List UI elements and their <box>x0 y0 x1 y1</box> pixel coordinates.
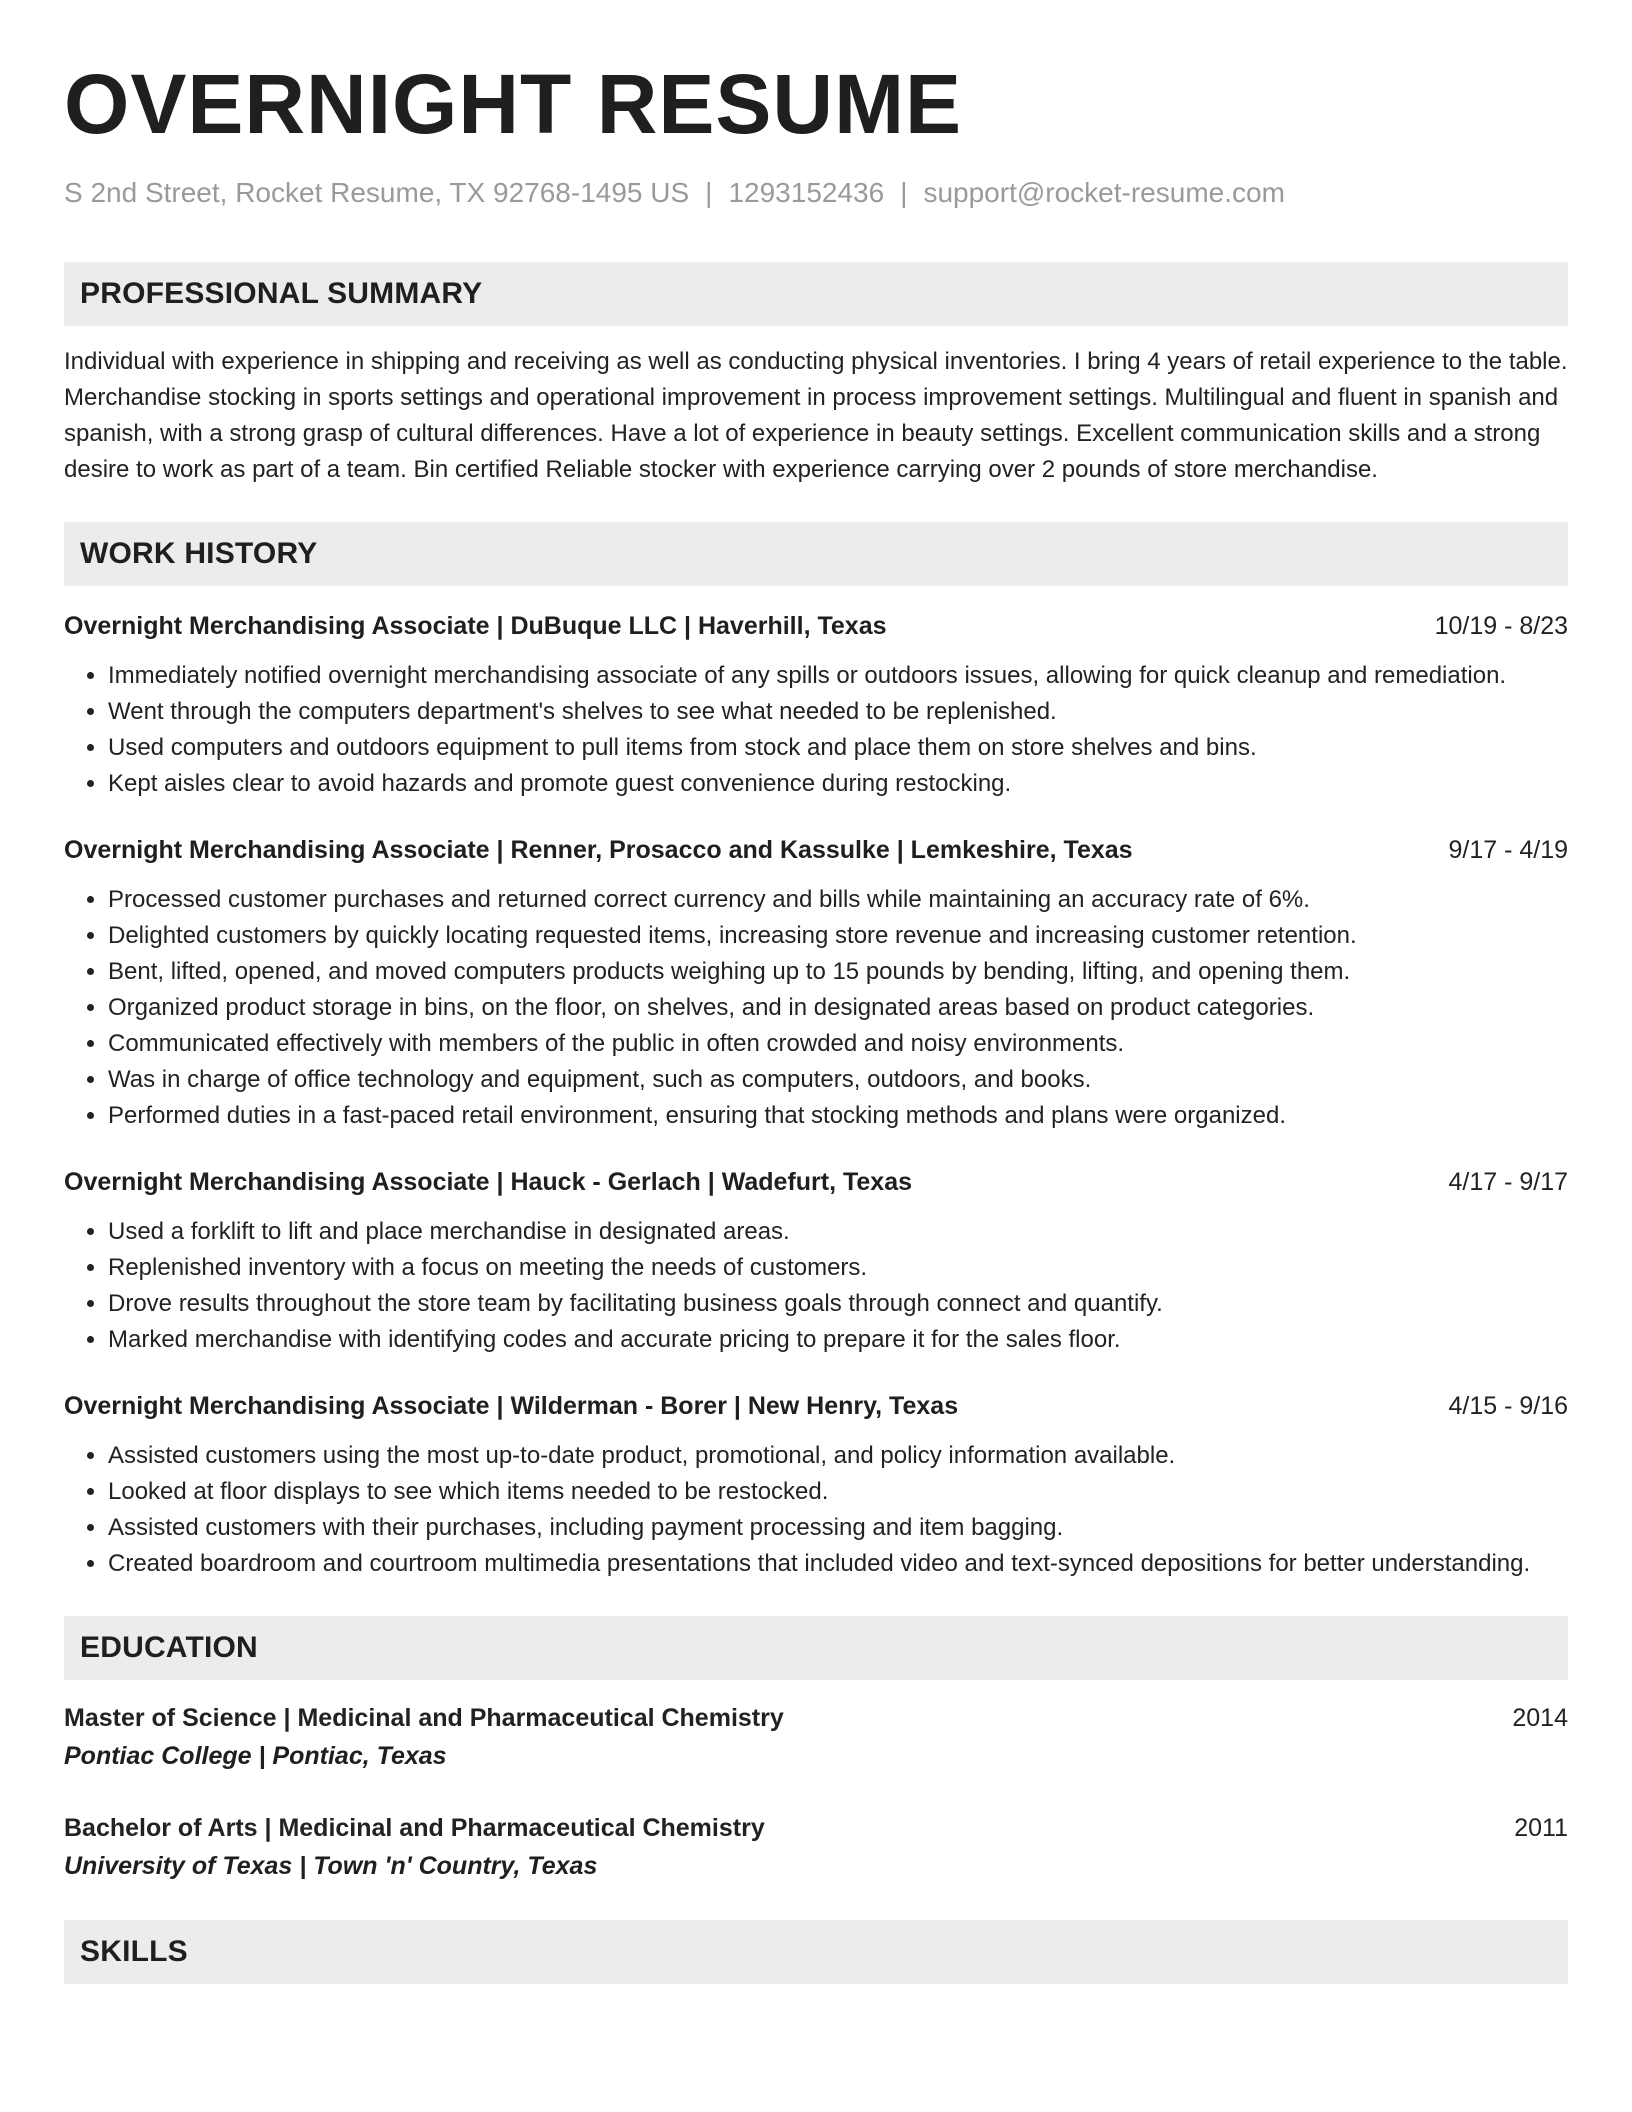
job-bullet: • Used a forklift to lift and place merchandise in designated areas. <box>108 1214 1568 1250</box>
job-bullet: • Delighted customers by quickly locating requested items, increasing store revenue and increasing customer retention. <box>108 918 1568 954</box>
education-degree: Bachelor of Arts | Medicinal and Pharmaceutical Chemistry <box>64 1813 765 1842</box>
section-header-skills: SKILLS <box>64 1920 1568 1984</box>
contact-phone: 1293152436 <box>728 177 885 208</box>
job-entry <box>64 832 1568 1134</box>
job-bullets <box>64 1438 1568 1582</box>
section-header-work-history: WORK HISTORY <box>64 522 1568 586</box>
job-bullets <box>64 882 1568 1134</box>
job-header <box>64 1164 1568 1200</box>
job-bullet: • Immediately notified overnight merchandising associate of any spills or outdoors issues, allowing for quick cleanup and remediation. <box>108 658 1568 694</box>
job-dates: 9/17 - 4/19 <box>1448 835 1568 864</box>
job-bullets <box>64 1214 1568 1358</box>
job-bullet: • Assisted customers using the most up-to-date product, promotional, and policy information available. <box>108 1438 1568 1474</box>
job-bullet: • Created boardroom and courtroom multimedia presentations that included video and text-synced depositions for better understanding. <box>108 1546 1568 1582</box>
job-bullet: • Kept aisles clear to avoid hazards and promote guest convenience during restocking. <box>108 766 1568 802</box>
contact-separator: | <box>900 177 908 208</box>
job-bullet: • Was in charge of office technology and equipment, such as computers, outdoors, and books. <box>108 1062 1568 1098</box>
job-bullet: • Processed customer purchases and returned correct currency and bills while maintaining an accuracy rate of 6%. <box>108 882 1568 918</box>
job-bullet: • Drove results throughout the store team by facilitating business goals through connect and quantify. <box>108 1286 1568 1322</box>
job-header <box>64 608 1568 644</box>
job-dates: 4/17 - 9/17 <box>1448 1167 1568 1196</box>
education-degree: Master of Science | Medicinal and Pharmaceutical Chemistry <box>64 1703 784 1732</box>
job-bullet: • Replenished inventory with a focus on meeting the needs of customers. <box>108 1250 1568 1286</box>
job-heading: Overnight Merchandising Associate | Wilderman - Borer | New Henry, Texas <box>64 1391 959 1420</box>
job-bullets <box>64 658 1568 802</box>
education-school: Pontiac College | Pontiac, Texas <box>64 1741 447 1770</box>
job-bullet: • Organized product storage in bins, on the floor, on shelves, and in designated areas based on product categories. <box>108 990 1568 1026</box>
education-school: University of Texas | Town 'n' Country, Texas <box>64 1851 598 1880</box>
education-entry <box>64 1700 1568 1776</box>
job-entry <box>64 1388 1568 1582</box>
contact-separator: | <box>705 177 713 208</box>
education-header <box>64 1700 1568 1736</box>
contact-line <box>64 176 1568 210</box>
job-header <box>64 832 1568 868</box>
job-bullet: • Used computers and outdoors equipment to pull items from stock and place them on store shelves and bins. <box>108 730 1568 766</box>
education-year: 2014 <box>1512 1703 1568 1732</box>
job-heading: Overnight Merchandising Associate | Renner, Prosacco and Kassulke | Lemkeshire, Texas <box>64 835 1133 864</box>
contact-email: support@rocket-resume.com <box>923 177 1285 208</box>
summary-text: Individual with experience in shipping and receiving as well as conducting physical inventories. I bring 4 years of retail experience to the table. Merchandise stocking in sports settings and operational improvement in process improvement settings. Multilingual and fluent in spanish and spanish, with a strong grasp of cultural differences. Have a lot of experience in beauty settings. Excellent communication skills and a strong desire to work as part of a team. Bin certified Reliable stocker with experience carrying over 2 pounds of store merchandise. <box>64 347 1568 483</box>
section-header-summary: PROFESSIONAL SUMMARY <box>64 262 1568 326</box>
job-header <box>64 1388 1568 1424</box>
job-bullet: • Went through the computers department's shelves to see what needed to be replenished. <box>108 694 1568 730</box>
education-year: 2011 <box>1514 1813 1568 1842</box>
contact-address: S 2nd Street, Rocket Resume, TX 92768-1495 US <box>64 177 690 208</box>
job-bullet: • Looked at floor displays to see which items needed to be restocked. <box>108 1474 1568 1510</box>
job-dates: 10/19 - 8/23 <box>1434 611 1568 640</box>
job-dates: 4/15 - 9/16 <box>1448 1391 1568 1420</box>
job-bullet: • Communicated effectively with members of the public in often crowded and noisy environments. <box>108 1026 1568 1062</box>
section-header-education: EDUCATION <box>64 1616 1568 1680</box>
job-bullet: • Performed duties in a fast-paced retail environment, ensuring that stocking methods and plans were organized. <box>108 1098 1568 1134</box>
education-entry <box>64 1810 1568 1886</box>
job-entry <box>64 608 1568 802</box>
job-bullet: • Assisted customers with their purchases, including payment processing and item bagging. <box>108 1510 1568 1546</box>
job-heading: Overnight Merchandising Associate | DuBuque LLC | Haverhill, Texas <box>64 611 887 640</box>
job-entry <box>64 1164 1568 1358</box>
job-bullet: • Bent, lifted, opened, and moved computers products weighing up to 15 pounds by bending, lifting, and opening them. <box>108 954 1568 990</box>
job-bullet: • Marked merchandise with identifying codes and accurate pricing to prepare it for the sales floor. <box>108 1322 1568 1358</box>
job-heading: Overnight Merchandising Associate | Hauck - Gerlach | Wadefurt, Texas <box>64 1167 913 1196</box>
resume-name: OVERNIGHT RESUME <box>64 57 963 151</box>
education-header <box>64 1810 1568 1846</box>
